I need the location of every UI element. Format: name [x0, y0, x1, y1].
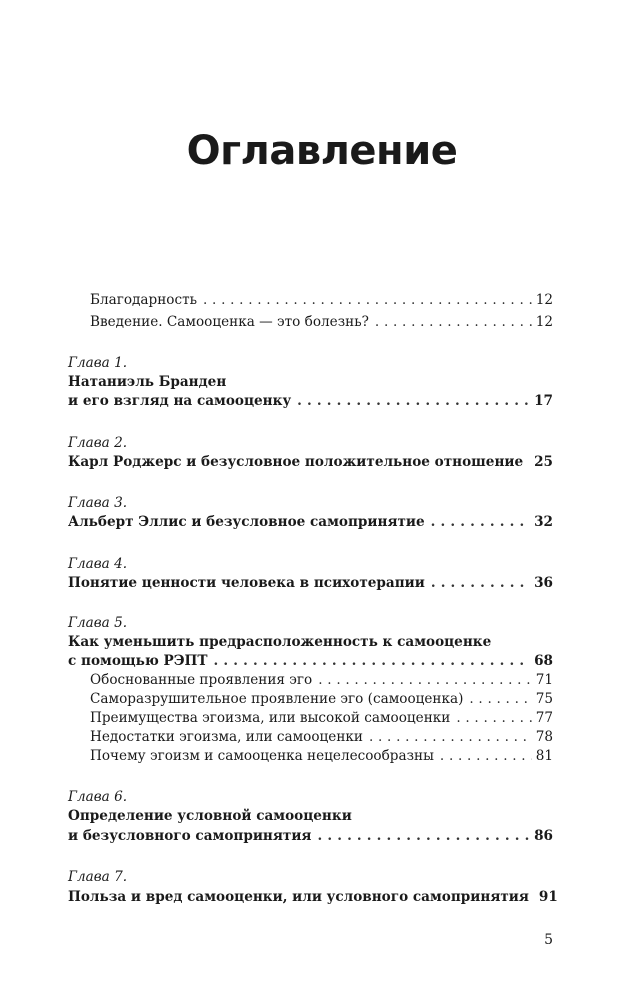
toc-entry-page: 12 [535, 292, 553, 308]
toc-entry-text: Недостатки эгоизма, или самооценки [90, 729, 363, 745]
toc-subentry[interactable] [90, 689, 553, 709]
toc-subentry[interactable] [90, 727, 553, 747]
toc-entry-text: Понятие ценности человека в психотерапии [68, 575, 425, 591]
toc-entry-text: Введение. Самооценка — это болезнь? [90, 314, 369, 330]
page-title: Оглавление [186, 128, 458, 174]
toc-entry-text: Обоснованные проявления эго [90, 672, 313, 688]
dot-leader [440, 746, 532, 766]
toc-entry-text: Благодарность [90, 292, 197, 308]
toc-entry-page: 77 [535, 710, 553, 726]
dot-leader [203, 290, 532, 310]
dot-leader [469, 689, 531, 709]
toc-entry-text: Почему эгоизм и самооценка нецелесообразны [90, 748, 434, 764]
dot-leader [317, 826, 530, 846]
toc-entry-chapter-6[interactable] [68, 826, 553, 846]
chapter-5-heading: Как уменьшить предрасположенность к самооценке [68, 634, 492, 650]
toc-entry-text: Преимущества эгоизма, или высокой самооценки [90, 710, 451, 726]
dot-leader [529, 452, 530, 472]
toc-entry-text: Саморазрушительное проявление эго (самооценка) [90, 691, 464, 707]
toc-entry-text: и безусловного самопринятия [68, 828, 312, 844]
dot-leader [431, 573, 530, 593]
toc-entry-page: 78 [535, 729, 553, 745]
toc-entry-text: Польза и вред самооценки, или условного самопринятия [68, 889, 529, 905]
dot-leader [431, 512, 530, 532]
toc-entry-text: Карл Роджерс и безусловное положительное отношение [68, 454, 524, 470]
toc-entry-page: 86 [534, 828, 553, 844]
page-number: 5 [544, 932, 553, 948]
toc-entry-acknowledgements[interactable] [90, 290, 553, 310]
toc-entry-chapter-3[interactable] [68, 512, 553, 532]
toc-subentry[interactable] [90, 746, 553, 766]
dot-leader [375, 312, 532, 332]
dot-leader [297, 391, 530, 411]
toc-entry-introduction[interactable] [90, 312, 553, 332]
toc-entry-chapter-2[interactable] [68, 452, 553, 472]
toc-entry-text: и его взгляд на самооценку [68, 393, 292, 409]
toc-entry-text: Альберт Эллис и безусловное самопринятие [68, 514, 425, 530]
toc-entry-page: 36 [534, 575, 553, 591]
toc-entry-page: 25 [534, 454, 553, 470]
toc-subentry[interactable] [90, 670, 553, 690]
toc-entry-chapter-1[interactable] [68, 391, 553, 411]
toc-entry-page: 91 [538, 889, 558, 905]
toc-entry-page: 71 [535, 672, 553, 688]
toc-subentry[interactable] [90, 708, 553, 728]
chapter-7-label: Глава 7. [68, 869, 128, 885]
chapter-4-label: Глава 4. [68, 556, 128, 572]
chapter-6-heading: Определение условной самооценки [68, 808, 352, 824]
toc-entry-page: 32 [534, 514, 553, 530]
toc-entry-page: 75 [535, 691, 553, 707]
toc-entry-chapter-5[interactable] [68, 651, 553, 671]
chapter-6-label: Глава 6. [68, 789, 128, 805]
dot-leader [369, 727, 532, 747]
toc-entry-chapter-4[interactable] [68, 573, 553, 593]
toc-entry-page: 17 [534, 393, 553, 409]
toc-entry-text: с помощью РЭПТ [68, 653, 208, 669]
toc-entry-page: 68 [534, 653, 553, 669]
toc-entry-page: 12 [535, 314, 553, 330]
toc-entry-chapter-7[interactable] [68, 887, 558, 907]
toc-entry-page: 81 [535, 748, 553, 764]
chapter-1-label: Глава 1. [68, 355, 128, 371]
chapter-2-label: Глава 2. [68, 435, 128, 451]
chapter-1-heading: Натаниэль Бранден [68, 374, 227, 390]
dot-leader [318, 670, 531, 690]
chapter-5-label: Глава 5. [68, 615, 128, 631]
dot-leader [214, 651, 531, 671]
chapter-3-label: Глава 3. [68, 495, 128, 511]
dot-leader [456, 708, 531, 728]
